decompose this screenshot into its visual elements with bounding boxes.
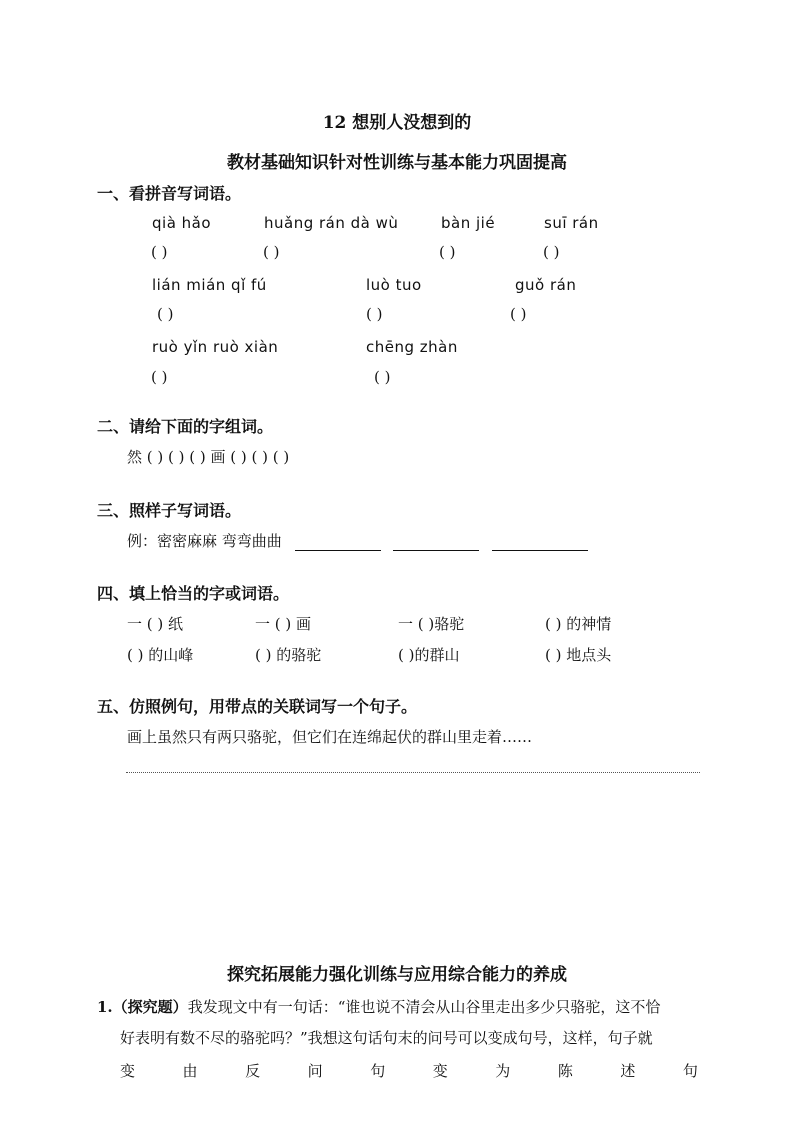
lesson-title: 12 想别人没想到的 [322,113,472,133]
pinyin: guǒ rán [515,276,577,294]
ex1-line3 [120,1060,698,1081]
pinyin: suī rán [544,214,599,232]
q4-heading: 四、填上恰当的字或词语。 [97,584,290,603]
pinyin: lián mián qǐ fú [152,276,267,294]
ex1-char: 变 [432,1062,448,1080]
answer-blank[interactable]: ( ) [374,368,391,386]
q4-item[interactable]: ( ) 的山峰 [127,646,194,664]
ex1-number: 1. [97,998,113,1016]
section-title-basic: 教材基础知识针对性训练与基本能力巩固提高 [227,153,567,173]
ex1-char: 变 [120,1062,136,1080]
q4-item[interactable]: ( ) 的神情 [545,615,612,633]
section-title-extension: 探究拓展能力强化训练与应用综合能力的养成 [227,965,567,985]
q4-item[interactable]: 一 ( )骆驼 [398,615,465,633]
ex1-tag: （探究题） [112,998,188,1016]
answer-dotted-line[interactable] [126,772,700,773]
ex1-char: 陈 [557,1062,573,1080]
q1-heading: 一、看拼音写词语。 [97,184,242,203]
pinyin: chēng zhàn [366,338,458,356]
q2-heading: 二、请给下面的字组词。 [97,417,274,436]
pinyin: ruò yǐn ruò xiàn [152,338,279,356]
ex1-char: 由 [182,1062,198,1080]
q3-example-line [127,530,588,551]
answer-underline[interactable] [295,536,381,551]
answer-blank[interactable]: ( ) [157,305,174,323]
answer-blank[interactable]: ( ) [366,305,383,323]
ex1-line2: 好表明有数不尽的骆驼吗？”我想这句话句末的问号可以变成句号，这样，句子就 [120,1029,653,1047]
ex1-line1 [97,992,660,1022]
q5-heading: 五、仿照例句，用带点的关联词写一个句子。 [97,697,418,716]
ex1-char: 反 [245,1062,261,1080]
ex1-char: 句 [370,1062,386,1080]
ex1-text: 我发现文中有一句话：“谁也说不清会从山谷里走出多少只骆驼，这不恰 [187,998,661,1016]
q4-item[interactable]: 一 ( ) 画 [255,615,312,633]
answer-underline[interactable] [492,536,588,551]
ex1-char: 为 [495,1062,511,1080]
answer-underline[interactable] [393,536,479,551]
q2-line[interactable]: 然 ( ) ( ) ( ) 画 ( ) ( ) ( ) [127,448,290,466]
q4-item[interactable]: 一 ( ) 纸 [127,615,184,633]
answer-blank[interactable]: ( ) [151,368,168,386]
ex1-char: 句 [682,1062,698,1080]
pinyin: qià hǎo [152,214,212,232]
q4-item[interactable]: ( ) 地点头 [545,646,612,664]
answer-blank[interactable]: ( ) [439,243,456,261]
ex1-char: 述 [620,1062,636,1080]
q5-example: 画上虽然只有两只骆驼，但它们在连绵起伏的群山里走着…… [127,728,533,746]
pinyin: luò tuo [366,276,422,294]
pinyin: bàn jié [441,214,496,232]
ex1-char: 问 [307,1062,323,1080]
pinyin: huǎng rán dà wù [264,214,399,232]
q3-heading: 三、照样子写词语。 [97,501,242,520]
answer-blank[interactable]: ( ) [543,243,560,261]
answer-blank[interactable]: ( ) [151,243,168,261]
answer-blank[interactable]: ( ) [510,305,527,323]
q3-example: 例：密密麻麻 弯弯曲曲 [127,532,282,550]
answer-blank[interactable]: ( ) [263,243,280,261]
q4-item[interactable]: ( ) 的骆驼 [255,646,322,664]
q4-item[interactable]: ( )的群山 [398,646,460,664]
